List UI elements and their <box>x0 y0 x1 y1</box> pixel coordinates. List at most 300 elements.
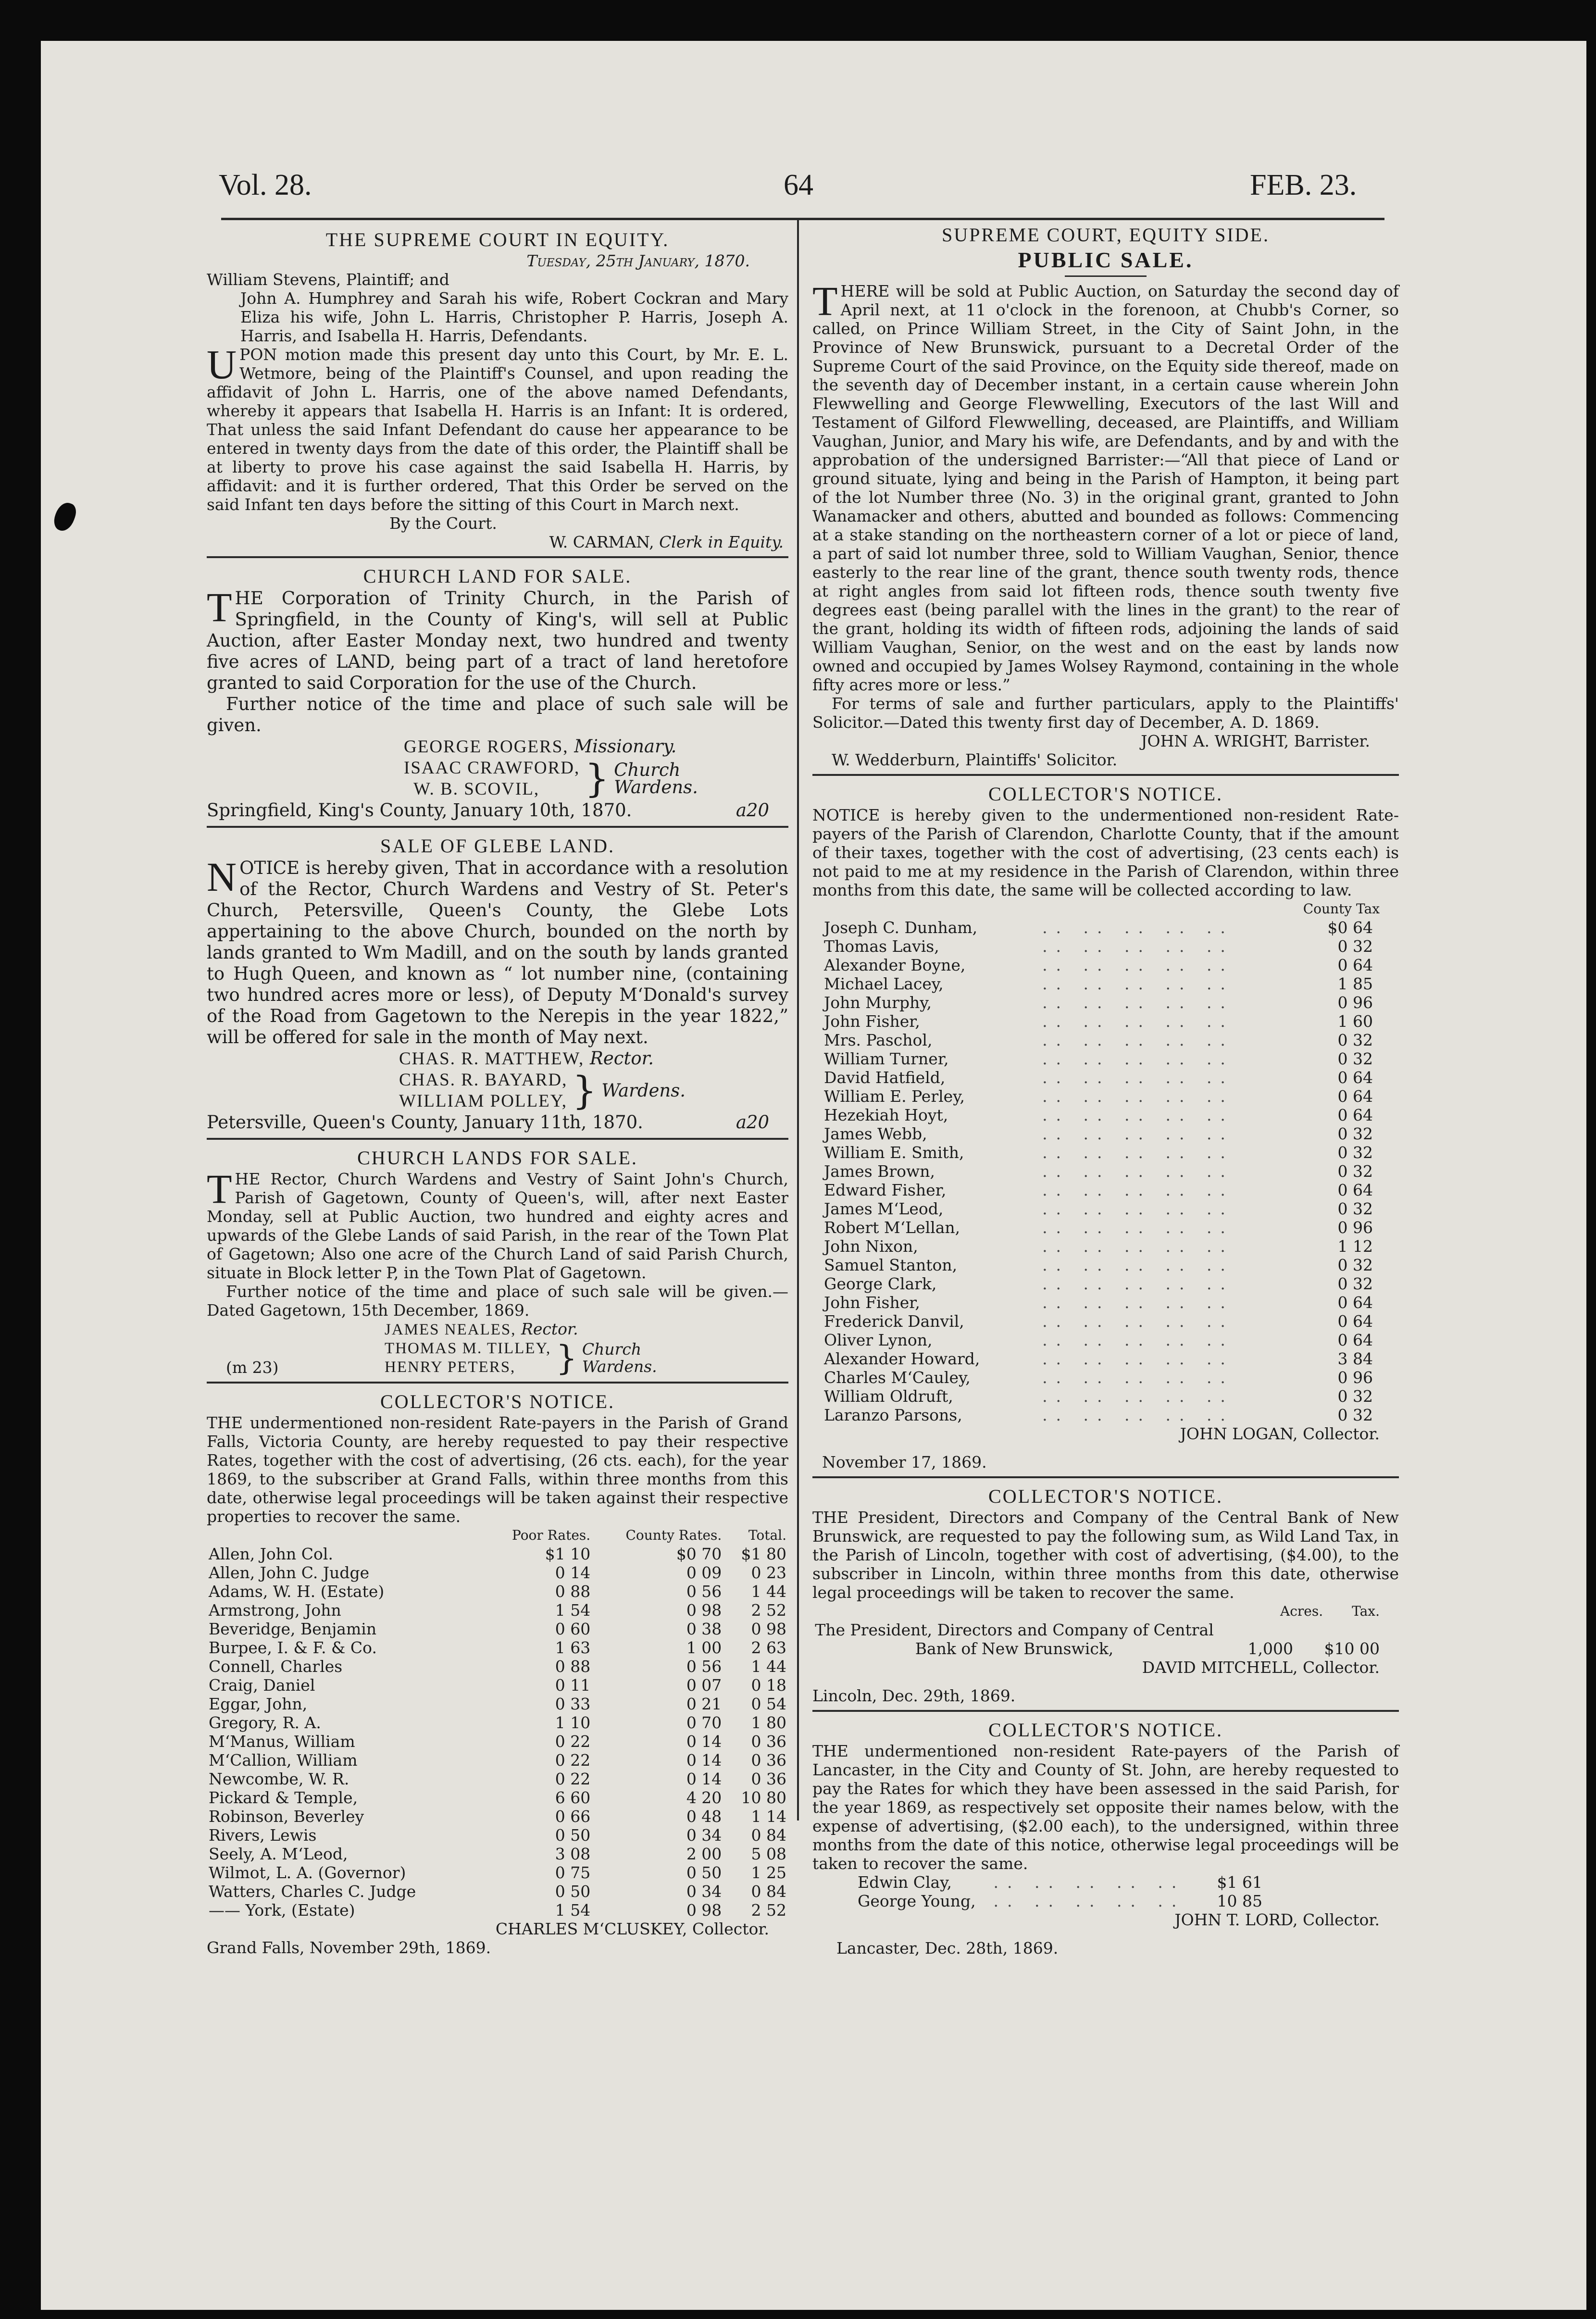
leader-dots: .. .. .. .. .. <box>1042 1406 1234 1424</box>
cell-name: Edwin Clay, <box>858 1873 952 1892</box>
leader-dots: .. .. .. .. .. <box>1042 1293 1234 1312</box>
leader-dots: .. .. .. .. .. <box>993 1873 1185 1892</box>
article-body: HE Rector, Church Wardens and Vestry of Saint John's Church, Parish of Gagetown, County of Queen's, will, after next Easter Monday, sell at Public Auction, two hundred and eighty acres and upwards of the Glebe Lands of said Parish, in the rear of the Town Plat of Gagetown; Also one acre of the Church Land of said Parish Church, situate in Block letter P, in the Town Plat of Gagetown. <box>207 1170 788 1282</box>
cell-total: 0 84 <box>751 1826 786 1845</box>
cell-total: 2 63 <box>751 1638 786 1657</box>
cell-name: Seely, A. M‘Leod, <box>209 1845 348 1863</box>
leader-dots: .. .. .. .. .. <box>1042 974 1234 993</box>
church-lands-notice <box>207 1147 788 1377</box>
signer-role: Missionary. <box>574 736 677 757</box>
cell-amount: 0 32 <box>1337 1124 1373 1143</box>
right-column <box>812 224 1399 1957</box>
rates-table <box>856 1873 1264 1910</box>
table-row <box>822 1124 1375 1143</box>
cell-name: Oliver Lynon, <box>824 1331 933 1349</box>
barrister-signature: JOHN A. WRIGHT, Barrister. <box>1141 732 1370 750</box>
cell-amount: 0 32 <box>1337 937 1373 956</box>
table-row <box>856 1873 1264 1892</box>
cell-amount: 1 60 <box>1337 1012 1373 1031</box>
cell-name: Allen, John Col. <box>209 1545 333 1563</box>
table-row <box>207 1657 788 1676</box>
place-date: Lancaster, Dec. 28th, 1869. <box>836 1939 1059 1957</box>
table-row <box>207 1713 788 1732</box>
cell-name: Rivers, Lewis <box>209 1826 317 1845</box>
leader-dots: .. .. .. .. .. <box>1042 1256 1234 1274</box>
article-body: HERE will be sold at Public Auction, on Saturday the second day of April next, at 11 o'clock in the forenoon, at Chubb's Corner, so called, on Prince William Street, in the City of Saint John, in the Province of New Brunswick, pursuant to a Decretal Order of the Supreme Court of the said Province, on the Equity side thereof, made on the seventh day of December instant, in a certain cause wherein John Flewwelling and George Flewwelling, Executors of the last Will and Testament of Gilford Flewwelling, deceased, are Plaintiffs, and William Vaughan, Junior, and Mary his wife, are Defendants, and by and with the approbation of the undersigned Barrister:—“All that piece of Land or ground situate, lying and being in the Parish of Hampton, it being part of the lot Number three (No. 3) in the original grant, granted to John Wanamacker and others, abutted and bounded as follows: Commencing at a stake standing on the northeastern corner of a lot or piece of land, a part of said lot number three, sold to William Vaughan, Senior, thence easterly to the rear line of the grant, thence south twenty rods, thence at right angles from said lot fifteen rods, thence south twenty five degrees east (being parallel with the lines in the grant) to the rear of the grant, holding its width of fifteen rods, adjoining the lands of said William Vaughan, Senior, on the west and on the east by lands now owned and occupied by James Wolsey Raymond, containing in the whole fifty acres more or less.” <box>812 282 1399 694</box>
place-date: Springfield, King's County, January 10th, 1870. <box>207 800 632 821</box>
place-date: Grand Falls, November 29th, 1869. <box>207 1938 491 1957</box>
cell-total: $1 80 <box>741 1545 786 1563</box>
signer-role: Clerk in Equity. <box>659 533 784 551</box>
table-row <box>822 918 1375 937</box>
article-date: Tuesday, 25th January, 1870. <box>526 251 750 270</box>
leader-dots: .. .. .. .. .. <box>1042 937 1234 956</box>
cell-name: Armstrong, John <box>209 1601 341 1620</box>
table-row <box>822 974 1375 993</box>
signer-role: Rector. <box>521 1320 578 1338</box>
cell-name: George Young, <box>858 1892 976 1910</box>
signer-name: ISAAC CRAWFORD, <box>404 758 580 778</box>
cell-name: Hezekiah Hoyt, <box>824 1106 948 1124</box>
collector-signature: CHARLES M‘CLUSKEY, Collector. <box>495 1920 769 1938</box>
cell-name: Mrs. Paschol, <box>824 1031 933 1049</box>
cell-name: Robert M‘Lellan, <box>824 1218 960 1237</box>
cell-total: 0 36 <box>751 1732 786 1751</box>
table-row <box>822 1031 1375 1049</box>
signer-name: W. B. SCOVIL, <box>413 779 540 799</box>
signer-name: JAMES NEALES, <box>385 1321 516 1338</box>
table-row <box>822 937 1375 956</box>
cell-total: 1 14 <box>751 1807 786 1826</box>
cell-name: Allen, John C. Judge <box>209 1563 370 1582</box>
cell-name: M‘Manus, William <box>209 1732 355 1751</box>
cell-total: 0 23 <box>751 1563 786 1582</box>
table-row <box>207 1732 788 1751</box>
table-row <box>822 1387 1375 1406</box>
cell-poor-rate: 0 22 <box>555 1732 591 1751</box>
wardens-label: Church <box>614 760 681 780</box>
cell-name: Connell, Charles <box>209 1657 343 1676</box>
wardens-label: Church <box>582 1340 642 1359</box>
cell-name: Edward Fisher, <box>824 1181 947 1199</box>
cell-poor-rate: 0 22 <box>555 1770 591 1788</box>
cell-poor-rate: 0 66 <box>555 1807 591 1826</box>
leader-dots: .. .. .. .. .. <box>1042 1349 1234 1368</box>
leader-dots: .. .. .. .. .. <box>1042 1143 1234 1162</box>
column-header: Poor Rates. <box>511 1527 591 1543</box>
cell-name: —— York, (Estate) <box>209 1901 355 1920</box>
further-notice: Further notice of the time and place of such sale will be given. <box>207 694 788 736</box>
table-row <box>822 993 1375 1012</box>
cell-amount: 0 64 <box>1337 1106 1373 1124</box>
table-row <box>207 1676 788 1695</box>
cell-amount: 0 64 <box>1337 956 1373 974</box>
table-row <box>822 1218 1375 1237</box>
table-row <box>207 1882 788 1901</box>
page-number: 64 <box>784 169 813 201</box>
section-rule <box>207 556 788 558</box>
leader-dots: .. .. .. .. .. <box>1042 1274 1234 1293</box>
table-row <box>207 1638 788 1657</box>
table-row <box>822 1181 1375 1199</box>
cell-county-rate: 0 14 <box>686 1732 722 1751</box>
punch-hole <box>51 500 79 534</box>
payee-name: The President, Directors and Company of Central Bank of New Brunswick, <box>815 1621 1214 1658</box>
article-title: COLLECTOR'S NOTICE. <box>988 783 1223 805</box>
table-row <box>822 1162 1375 1181</box>
tax-table <box>822 918 1375 1424</box>
section-rule <box>207 826 788 828</box>
cell-amount: 0 96 <box>1337 993 1373 1012</box>
table-row <box>812 1621 1399 1658</box>
article-title: THE SUPREME COURT IN EQUITY. <box>325 229 670 250</box>
cell-name: David Hatfield, <box>824 1068 946 1087</box>
cell-total: 1 44 <box>751 1582 786 1601</box>
cell-name: Charles M‘Cauley, <box>824 1368 971 1387</box>
signer-name: CHAS. R. BAYARD, <box>399 1070 568 1090</box>
table-row <box>822 1331 1375 1349</box>
cell-poor-rate: 0 50 <box>555 1882 591 1901</box>
table-row <box>822 1237 1375 1256</box>
collector-signature: DAVID MITCHELL, Collector. <box>1142 1658 1380 1677</box>
table-row <box>822 956 1375 974</box>
grand-falls-collector-notice <box>207 1390 788 1957</box>
cell-amount: 0 64 <box>1337 1087 1373 1106</box>
cell-county-rate: 0 38 <box>686 1620 722 1638</box>
leader-dots: .. .. .. .. .. <box>993 1892 1185 1910</box>
wardens-label: Wardens. <box>614 777 698 798</box>
cell-county-rate: 0 98 <box>686 1901 722 1920</box>
cell-poor-rate: 6 60 <box>555 1788 591 1807</box>
cell-amount: 1 12 <box>1337 1237 1373 1256</box>
article-title: CHURCH LAND FOR SALE. <box>363 565 632 587</box>
table-row <box>822 1143 1375 1162</box>
leader-dots: .. .. .. .. .. <box>1042 1368 1234 1387</box>
volume-label: Vol. 28. <box>219 169 312 201</box>
cell-name: Eggar, John, <box>209 1695 308 1713</box>
column-header: Tax. <box>1352 1603 1380 1619</box>
table-row <box>207 1863 788 1882</box>
cell-name: William E. Perley, <box>824 1087 965 1106</box>
cell-poor-rate: 0 88 <box>555 1657 591 1676</box>
cell-total: 0 54 <box>751 1695 786 1713</box>
table-row <box>822 1087 1375 1106</box>
signer-name: THOMAS M. TILLEY, <box>385 1340 551 1357</box>
equity-side-notice <box>812 224 1399 769</box>
cell-total: 2 52 <box>751 1601 786 1620</box>
signature <box>207 533 788 551</box>
ad-code: (m 23) <box>226 1358 279 1377</box>
cell-total: 0 98 <box>751 1620 786 1638</box>
signatures <box>207 736 788 800</box>
solicitor-signature: W. Wedderburn, Plaintiffs' Solicitor. <box>832 750 1118 769</box>
section-rule <box>812 1710 1399 1712</box>
cell-amount: 10 85 <box>1217 1892 1262 1910</box>
cell-poor-rate: 1 63 <box>555 1638 591 1657</box>
cell-amount: $1 61 <box>1217 1873 1262 1892</box>
signatures <box>207 1048 788 1112</box>
cell-county-rate: 0 48 <box>686 1807 722 1826</box>
place-date: Lincoln, Dec. 29th, 1869. <box>812 1686 1016 1705</box>
clarendon-collector-notice <box>812 783 1399 1471</box>
leader-dots: .. .. .. .. .. <box>1042 1218 1234 1237</box>
table-header <box>207 1526 788 1545</box>
cell-name: Wilmot, L. A. (Governor) <box>209 1863 406 1882</box>
cell-name: Newcombe, W. R. <box>209 1770 349 1788</box>
drop-cap: T <box>207 1166 232 1212</box>
subtitle-rule <box>1065 275 1147 277</box>
leader-dots: .. .. .. .. .. <box>1042 1087 1234 1106</box>
cell-name: John Fisher, <box>824 1293 920 1312</box>
cell-amount: 0 64 <box>1337 1312 1373 1331</box>
article-body: NOTICE is hereby given to the undermentioned non-resident Rate-payers of the Parish of Clarendon, Charlotte County, that if the amount of their taxes, together with the cost of advertising, (23 cents each) is not paid to me at my residence in the Parish of Clarendon, within three months from this date, the same will be collected according to law. <box>812 806 1399 899</box>
drop-cap: T <box>207 584 232 630</box>
table-row <box>856 1892 1264 1910</box>
drop-cap: U <box>207 341 237 387</box>
ad-code: a20 <box>736 1112 769 1133</box>
cell-total: 0 36 <box>751 1751 786 1770</box>
cell-poor-rate: 0 33 <box>555 1695 591 1713</box>
drop-cap: N <box>207 854 237 900</box>
cell-name: Beveridge, Benjamin <box>209 1620 377 1638</box>
signatures <box>207 1320 788 1377</box>
cell-county-rate: 0 70 <box>686 1713 722 1732</box>
cell-name: Burpee, I. & F. & Co. <box>209 1638 377 1657</box>
column-header: County Tax <box>1303 901 1380 917</box>
terms: For terms of sale and further particulars, apply to the Plaintiffs' Solicitor.—Dated this twenty first day of December, A. D. 1869. <box>812 694 1399 732</box>
article-body: THE undermentioned non-resident Rate-payers of the Parish of Lancaster, in the City and County of St. John, are hereby requested to pay the Rates for which they have been assessed in the said Parish, for the year 1869, as respectively set opposite their names below, with the expense of advertising, ($2.00 each), to the undersigned, within three months from the date of this notice, otherwise legal proceedings will be taken to recover the same. <box>812 1742 1399 1873</box>
cell-amount: 0 32 <box>1337 1049 1373 1068</box>
leader-dots: .. .. .. .. .. <box>1042 918 1234 937</box>
cell-name: Joseph C. Dunham, <box>824 918 978 937</box>
cell-poor-rate: 3 08 <box>555 1845 591 1863</box>
article-body: OTICE is hereby given, That in accordance with a resolution of the Rector, Church Wardens and Vestry of St. Peter's Church, Petersville, Queen's County, the Glebe Lots appertaining to the above Church, bounded on the north by lands granted to Wm Madill, and on the south by lands granted to Hugh Queen, and known as “ lot number nine, (containing two hundred acres more or less), of Deputy M‘Donald's survey of the Road from Gagetown to the Nerepis in the year 1822,” will be offered for sale in the month of May next. <box>207 858 788 1047</box>
cell-county-rate: 0 34 <box>686 1826 722 1845</box>
cell-amount: 3 84 <box>1337 1349 1373 1368</box>
leader-dots: .. .. .. .. .. <box>1042 956 1234 974</box>
article-subtitle: PUBLIC SALE. <box>1018 248 1194 272</box>
cell-county-rate: 0 09 <box>686 1563 722 1582</box>
section-rule <box>207 1138 788 1140</box>
supreme-court-notice <box>207 228 788 551</box>
leader-dots: .. .. .. .. .. <box>1042 1162 1234 1181</box>
cell-amount: 0 32 <box>1337 1387 1373 1406</box>
cell-name: William E. Smith, <box>824 1143 964 1162</box>
cell-amount: 0 32 <box>1337 1031 1373 1049</box>
article-title: SUPREME COURT, EQUITY SIDE. <box>942 224 1270 246</box>
leader-dots: .. .. .. .. .. <box>1042 1031 1234 1049</box>
cell-poor-rate: 0 14 <box>555 1563 591 1582</box>
cell-poor-rate: 0 50 <box>555 1826 591 1845</box>
table-row <box>822 1368 1375 1387</box>
cell-name: Adams, W. H. (Estate) <box>209 1582 385 1601</box>
cell-amount: 0 32 <box>1337 1143 1373 1162</box>
article-title: COLLECTOR'S NOTICE. <box>380 1391 615 1412</box>
cell-poor-rate: 0 88 <box>555 1582 591 1601</box>
cell-poor-rate: 0 22 <box>555 1751 591 1770</box>
cell-amount: 1 85 <box>1337 974 1373 993</box>
cell-county-rate: 0 98 <box>686 1601 722 1620</box>
table-row <box>207 1788 788 1807</box>
glebe-land-notice <box>207 835 788 1133</box>
table-row <box>822 1068 1375 1087</box>
cell-poor-rate: 0 11 <box>555 1676 591 1695</box>
leader-dots: .. .. .. .. .. <box>1042 1237 1234 1256</box>
cell-amount: $0 64 <box>1327 918 1373 937</box>
cell-amount: 0 64 <box>1337 1331 1373 1349</box>
leader-dots: .. .. .. .. .. <box>1042 993 1234 1012</box>
leader-dots: .. .. .. .. .. <box>1042 1068 1234 1087</box>
article-title: CHURCH LANDS FOR SALE. <box>357 1147 638 1169</box>
cell-poor-rate: $1 10 <box>545 1545 591 1563</box>
cell-amount: 0 64 <box>1337 1068 1373 1087</box>
table-row <box>207 1695 788 1713</box>
article-body: THE President, Directors and Company of the Central Bank of New Brunswick, are requested to pay the following sum, as Wild Land Tax, in the Parish of Lincoln, together with cost of advertising, ($4.00), to the subscriber in Lincoln, within three months from this date, otherwise legal proceedings will be taken to recover the same. <box>812 1508 1399 1602</box>
leader-dots: .. .. .. .. .. <box>1042 1106 1234 1124</box>
table-row <box>822 1256 1375 1274</box>
wardens-label: Wardens. <box>582 1357 657 1376</box>
page-header <box>219 168 1372 212</box>
table-row <box>822 1274 1375 1293</box>
issue-date: FEB. 23. <box>1250 169 1357 201</box>
signer-name: HENRY PETERS, <box>385 1359 516 1376</box>
leader-dots: .. .. .. .. .. <box>1042 1049 1234 1068</box>
column-header: Acres. <box>1280 1603 1323 1619</box>
header-rule <box>221 218 1384 220</box>
table-row <box>207 1563 788 1582</box>
table-row <box>822 1293 1375 1312</box>
column-divider <box>797 220 799 1820</box>
lancaster-collector-notice <box>812 1719 1399 1957</box>
cell-name: M‘Callion, William <box>209 1751 358 1770</box>
table-row <box>207 1901 788 1920</box>
article-title: COLLECTOR'S NOTICE. <box>988 1485 1223 1507</box>
cell-name: John Fisher, <box>824 1012 920 1031</box>
article-body: HE Corporation of Trinity Church, in the Parish of Springfield, in the County of King's, will sell at Public Auction, after Easter Monday next, two hundred and twenty five acres of LAND, being part of a tract of land heretofore granted to said Corporation for the use of the Church. <box>207 588 788 693</box>
cell-name: Laranzo Parsons, <box>824 1406 962 1424</box>
cell-name: Robinson, Beverley <box>209 1807 364 1826</box>
cell-amount: 0 64 <box>1337 1181 1373 1199</box>
cell-name: Craig, Daniel <box>209 1676 315 1695</box>
defendants-line: John A. Humphrey and Sarah his wife, Robert Cockran and Mary Eliza his wife, John L. Harris, Christopher P. Harris, Joseph A. Harris, and Isabella H. Harris, Defendants. <box>240 289 788 345</box>
tax-value: $10 00 <box>1324 1639 1380 1658</box>
cell-amount: 0 32 <box>1337 1162 1373 1181</box>
place-date: Petersville, Queen's County, January 11th, 1870. <box>207 1112 643 1133</box>
leader-dots: .. .. .. .. .. <box>1042 1387 1234 1406</box>
table-row <box>207 1751 788 1770</box>
cell-amount: 0 32 <box>1337 1274 1373 1293</box>
left-column <box>207 228 788 1957</box>
newspaper-page <box>41 41 1586 2310</box>
cell-county-rate: 0 56 <box>686 1657 722 1676</box>
cell-amount: 0 96 <box>1337 1218 1373 1237</box>
cell-poor-rate: 1 10 <box>555 1713 591 1732</box>
cell-total: 10 80 <box>741 1788 786 1807</box>
cell-name: Frederick Danvil, <box>824 1312 964 1331</box>
table-row <box>207 1601 788 1620</box>
notice-date: November 17, 1869. <box>822 1453 987 1471</box>
collector-signature: JOHN LOGAN, Collector. <box>1180 1424 1380 1443</box>
cell-name: Alexander Boyne, <box>824 956 966 974</box>
table-row <box>207 1582 788 1601</box>
cell-name: Watters, Charles C. Judge <box>209 1882 416 1901</box>
cell-county-rate: 1 00 <box>686 1638 722 1657</box>
signer-role: Rector. <box>589 1048 654 1069</box>
cell-county-rate: 0 07 <box>686 1676 722 1695</box>
cell-poor-rate: 1 54 <box>555 1601 591 1620</box>
table-row <box>822 1312 1375 1331</box>
cell-poor-rate: 1 54 <box>555 1901 591 1920</box>
cell-total: 1 44 <box>751 1657 786 1676</box>
cell-county-rate: 0 56 <box>686 1582 722 1601</box>
cell-name: James M‘Leod, <box>824 1199 944 1218</box>
article-body: PON motion made this present day unto this Court, by Mr. E. L. Wetmore, being of the Plaintiff's Counsel, and upon reading the affidavit of John L. Harris, one of the above named Defendants, whereby it appears that Isabella H. Harris is an Infant: It is ordered, That unless the said Infant Defendant do cause her appearance to be entered in twenty days from the date of this order, the Plaintiff shall be at liberty to prove his case against the said Isabella H. Harris, by affidavit: and it is further ordered, That this Order be served on the said Infant ten days before the sitting of this Court in March next. <box>207 345 788 514</box>
table-row <box>207 1770 788 1788</box>
table-row <box>207 1826 788 1845</box>
leader-dots: .. .. .. .. .. <box>1042 1124 1234 1143</box>
further-notice: Further notice of the time and place of such sale will be given.—Dated Gagetown, 15th December, 1869. <box>207 1282 788 1320</box>
section-rule <box>207 1382 788 1384</box>
signer-name: GEORGE ROGERS, <box>404 737 569 757</box>
cell-amount: 0 32 <box>1337 1256 1373 1274</box>
leader-dots: .. .. .. .. .. <box>1042 1312 1234 1331</box>
cell-county-rate: 4 20 <box>686 1788 722 1807</box>
collector-signature: JOHN T. LORD, Collector. <box>1174 1910 1380 1929</box>
drop-cap: T <box>812 278 838 324</box>
column-header: Total. <box>748 1527 786 1543</box>
table-row <box>822 1199 1375 1218</box>
cell-amount: 0 32 <box>1337 1199 1373 1218</box>
by-court: By the Court. <box>389 514 497 533</box>
table-row <box>207 1620 788 1638</box>
cell-county-rate: 2 00 <box>686 1845 722 1863</box>
leader-dots: .. .. .. .. .. <box>1042 1012 1234 1031</box>
leader-dots: .. .. .. .. .. <box>1042 1181 1234 1199</box>
lincoln-collector-notice <box>812 1485 1399 1705</box>
church-land-notice <box>207 565 788 821</box>
cell-total: 2 52 <box>751 1901 786 1920</box>
table-row <box>822 1106 1375 1124</box>
cell-county-rate: 0 50 <box>686 1863 722 1882</box>
cell-name: Michael Lacey, <box>824 974 944 993</box>
cell-name: James Brown, <box>824 1162 935 1181</box>
cell-name: John Nixon, <box>824 1237 918 1256</box>
table-row <box>207 1807 788 1826</box>
brace: } <box>585 756 610 801</box>
cell-poor-rate: 0 75 <box>555 1863 591 1882</box>
ad-code: a20 <box>736 800 769 821</box>
section-rule <box>812 1476 1399 1478</box>
cell-name: Alexander Howard, <box>824 1349 980 1368</box>
column-header: County Rates. <box>625 1527 722 1543</box>
cell-name: Gregory, R. A. <box>209 1713 321 1732</box>
cell-county-rate: 0 34 <box>686 1882 722 1901</box>
table-row <box>207 1845 788 1863</box>
brace: } <box>572 1068 597 1113</box>
cell-total: 1 80 <box>751 1713 786 1732</box>
cell-amount: 0 32 <box>1337 1406 1373 1424</box>
leader-dots: .. .. .. .. .. <box>1042 1199 1234 1218</box>
brace: } <box>556 1338 577 1378</box>
cell-total: 1 25 <box>751 1863 786 1882</box>
article-title: SALE OF GLEBE LAND. <box>380 835 615 857</box>
table-row <box>822 1012 1375 1031</box>
section-rule <box>812 774 1399 776</box>
cell-total: 0 84 <box>751 1882 786 1901</box>
leader-dots: .. .. .. .. .. <box>1042 1331 1234 1349</box>
table-row <box>822 1049 1375 1068</box>
table-row <box>822 1406 1375 1424</box>
